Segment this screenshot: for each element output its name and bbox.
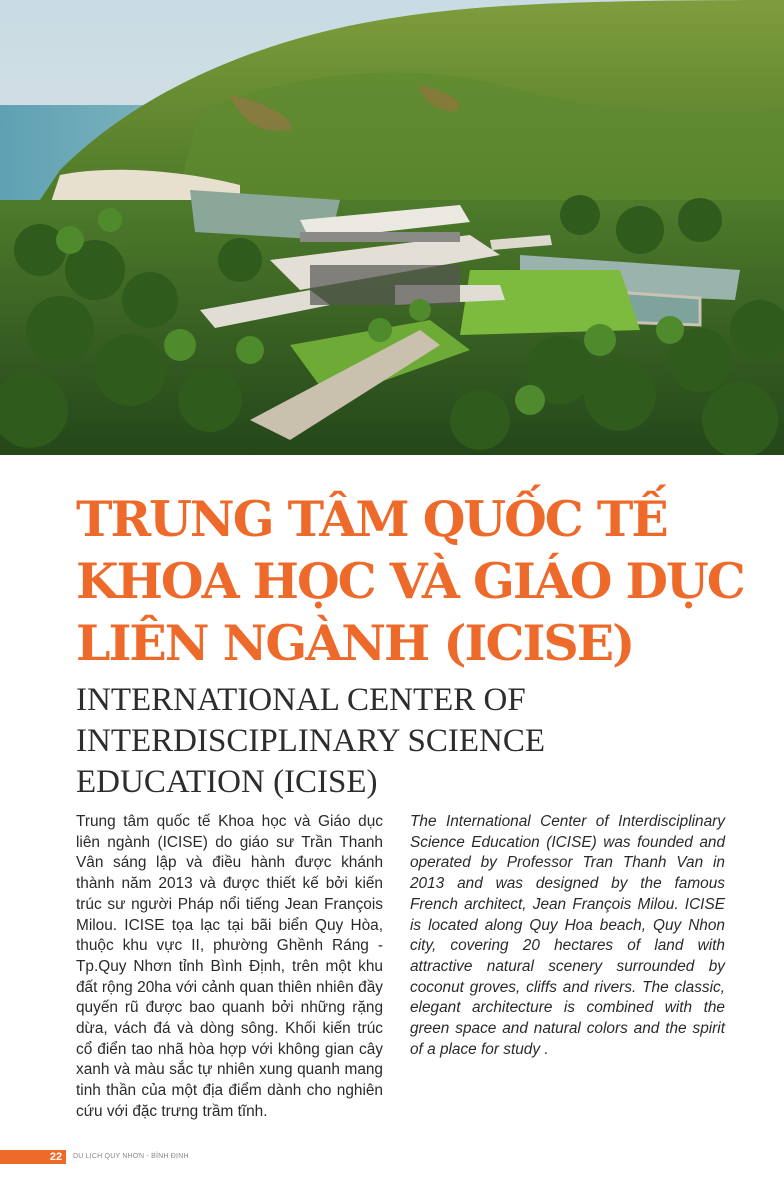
subtitle-line: EDUCATION (ICISE)	[76, 764, 378, 800]
photo-illustration	[0, 0, 784, 455]
subtitle-line: INTERNATIONAL CENTER OF	[76, 682, 526, 718]
title-line: TRUNG TÂM QUỐC TẾ	[76, 490, 667, 548]
article-title-english	[76, 680, 766, 803]
title-line: LIÊN NGÀNH (ICISE)	[76, 614, 634, 672]
page-number: 22	[49, 1151, 63, 1163]
title-line: KHOA HỌC VÀ GIÁO DỤC	[76, 552, 744, 610]
publication-name: DU LỊCH QUY NHƠN - BÌNH ĐỊNH	[73, 1153, 189, 1160]
icise-aerial-photo	[0, 0, 784, 455]
subtitle-line: INTERDISCIPLINARY SCIENCE	[76, 723, 546, 759]
body-text-english: The International Center of Interdisciplinary Science Education (ICISE) was founded and operated by Professor Tran Thanh Van in 2013 and was designed by the famous French architect, Jean François Milou. ICISE is located along Quy Hoa beach, Quy Nhon city, covering 20 hectares of land with attractive natural scenery surrounded by coconut groves, cliffs and rivers. The classic, elegant architecture is combined with the green space and natural colors and the spirit of a place for study .	[410, 813, 725, 1058]
body-text-vietnamese: Trung tâm quốc tế Khoa học và Giáo dục liên ngành (ICISE) do giáo sư Trần Thanh Vân sáng lập và điều hành được khánh thành năm 2013 và được thiết kế bởi kiến trúc sư người Pháp nổi tiếng Jean François Milou. ICISE tọa lạc tại bãi biển Quy Hòa, thuộc khu vực II, phường Ghềnh Ráng - Tp.Quy Nhơn tỉnh Bình Định, trên một khu đất rộng 20ha với cảnh quan thiên nhiên đầy quyến rũ được bao quanh bởi những rặng dừa, vách đá và dòng sông. Khối kiến trúc cổ điển tao nhã hòa hợp với không gian cây xanh và màu sắc tự nhiên xung quanh mang tinh thần của một địa điểm dành cho nghiên cứu với đặc trưng trầm tĩnh.	[76, 813, 383, 1120]
article-title-vietnamese	[76, 488, 766, 674]
